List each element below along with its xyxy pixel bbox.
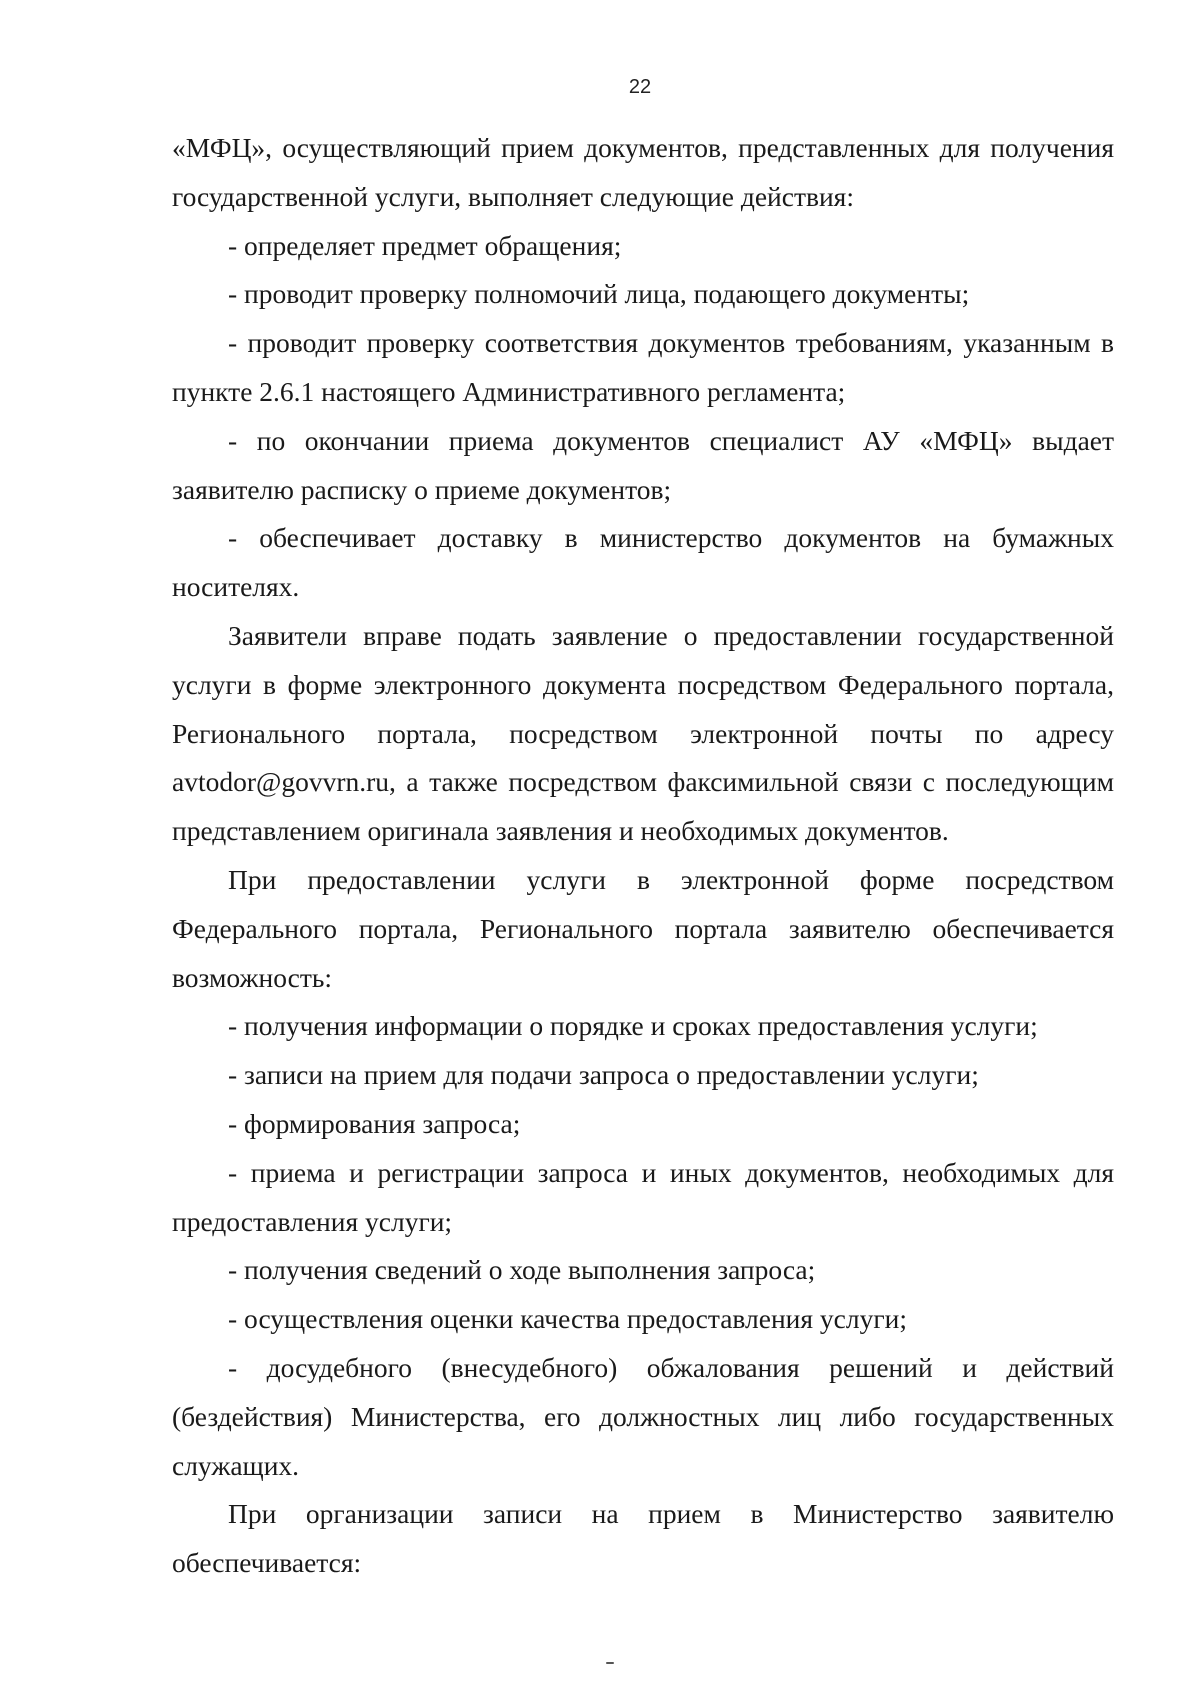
- list-item-delivery: - обеспечивает доставку в министерство документов на бумажных носителях.: [172, 522, 1114, 603]
- page-number: 22: [628, 76, 652, 98]
- list-item-request-forming: - формирования запроса;: [228, 1107, 521, 1139]
- list-item-compliance-check: - проводит проверку соответствия документов требованиям, указанным в пункте 2.6.1 настоящего Административного регламента;: [172, 327, 1114, 407]
- list-item-appeal: - досудебного (внесудебного) обжалования решений и действий (бездействия) Министерства, его должностных лиц либо государственных служащих.: [172, 1351, 1114, 1481]
- list-item-receipt: - по окончании приема документов специалист АУ «МФЦ» выдает заявителю расписку о приеме документов;: [172, 424, 1114, 505]
- paragraph-electronic-submission: Заявители вправе подать заявление о предоставлении государственной услуги в форме электронного документа посредством Федерального портала, Регионального портала, посредством электронной почты по адресу avtodor@govvrn.ru, а также посредством факсимильной связи с последующим представлением оригинала заявления и необходимых документов.: [172, 619, 1114, 847]
- paragraph-mfc-actions: «МФЦ», осуществляющий прием документов, представленных для получения государственной услуги, выполняет следующие действия:: [172, 132, 1114, 212]
- list-item-status: - получения сведений о ходе выполнения запроса;: [228, 1254, 816, 1286]
- scan-speck: [606, 1662, 614, 1664]
- list-item-authority-check: - проводит проверку полномочий лица, подающего документы;: [228, 278, 970, 310]
- list-item-appointment: - записи на прием для подачи запроса о предоставлении услуги;: [228, 1059, 979, 1091]
- list-item-quality: - осуществления оценки качества предоставления услуги;: [228, 1303, 907, 1335]
- paragraph-electronic-service: При предоставлении услуги в электронной форме посредством Федерального портала, Регионального портала заявителю обеспечивается возможность:: [172, 863, 1114, 993]
- paragraph-appointment-provision: При организации записи на прием в Министерство заявителю обеспечивается:: [172, 1498, 1114, 1579]
- list-item-information: - получения информации о порядке и сроках предоставления услуги;: [228, 1010, 1038, 1042]
- list-item-subject: - определяет предмет обращения;: [228, 229, 622, 261]
- list-item-registration: - приема и регистрации запроса и иных документов, необходимых для предоставления услуги;: [172, 1156, 1114, 1237]
- document-body: [172, 124, 1114, 1588]
